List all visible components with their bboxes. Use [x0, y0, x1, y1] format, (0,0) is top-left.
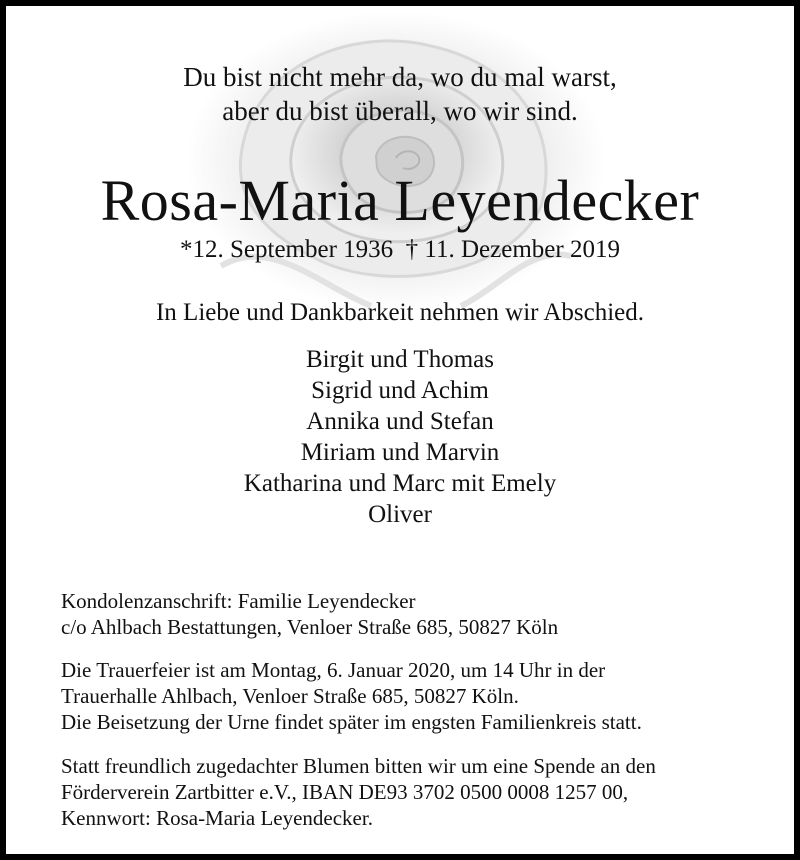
- motto-line-2: aber du bist überall, wo wir sind.: [222, 96, 578, 126]
- family-member: Katharina und Marc mit Emely: [243, 470, 557, 497]
- family-member: Birgit und Thomas: [306, 346, 494, 373]
- ceremony-line-1: Die Trauerfeier ist am Montag, 6. Januar 2020, um 14 Uhr in der: [61, 658, 606, 682]
- motto-line-1: Du bist nicht mehr da, wo du mal warst,: [183, 62, 617, 92]
- family-member: Annika und Stefan: [306, 408, 494, 435]
- donation-line-3: Kennwort: Rosa-Maria Leyendecker.: [61, 806, 373, 830]
- donation-line-2: Förderverein Zartbitter e.V., IBAN DE93 3702 0500 0008 1257 00,: [61, 780, 629, 804]
- farewell-text: In Liebe und Dankbarkeit nehmen wir Abschied.: [155, 299, 645, 326]
- rose-icon: [181, 6, 611, 316]
- family-list: [6, 344, 794, 530]
- condolence-line-1: Kondolenzanschrift: Familie Leyendecker: [61, 589, 416, 613]
- family-member: Miriam und Marvin: [300, 439, 500, 466]
- life-dates: *12. September 1936 † 11. Dezember 2019: [180, 236, 620, 263]
- ceremony-line-3: Die Beisetzung der Urne findet später im engsten Familienkreis statt.: [61, 710, 642, 734]
- condolence-address: [61, 588, 781, 640]
- donation-info: [61, 753, 781, 831]
- family-member: Sigrid und Achim: [311, 377, 489, 404]
- ceremony-line-2: Trauerhalle Ahlbach, Venloer Straße 685, 50827 Köln.: [61, 684, 519, 708]
- family-member: Oliver: [368, 501, 432, 528]
- condolence-line-2: c/o Ahlbach Bestattungen, Venloer Straße 685, 50827 Köln: [61, 615, 559, 639]
- deceased-name: Rosa-Maria Leyendecker: [100, 168, 700, 233]
- donation-line-1: Statt freundlich zugedachter Blumen bitten wir um eine Spende an den: [61, 754, 656, 778]
- motto: [6, 60, 794, 128]
- ceremony-info: [61, 657, 781, 735]
